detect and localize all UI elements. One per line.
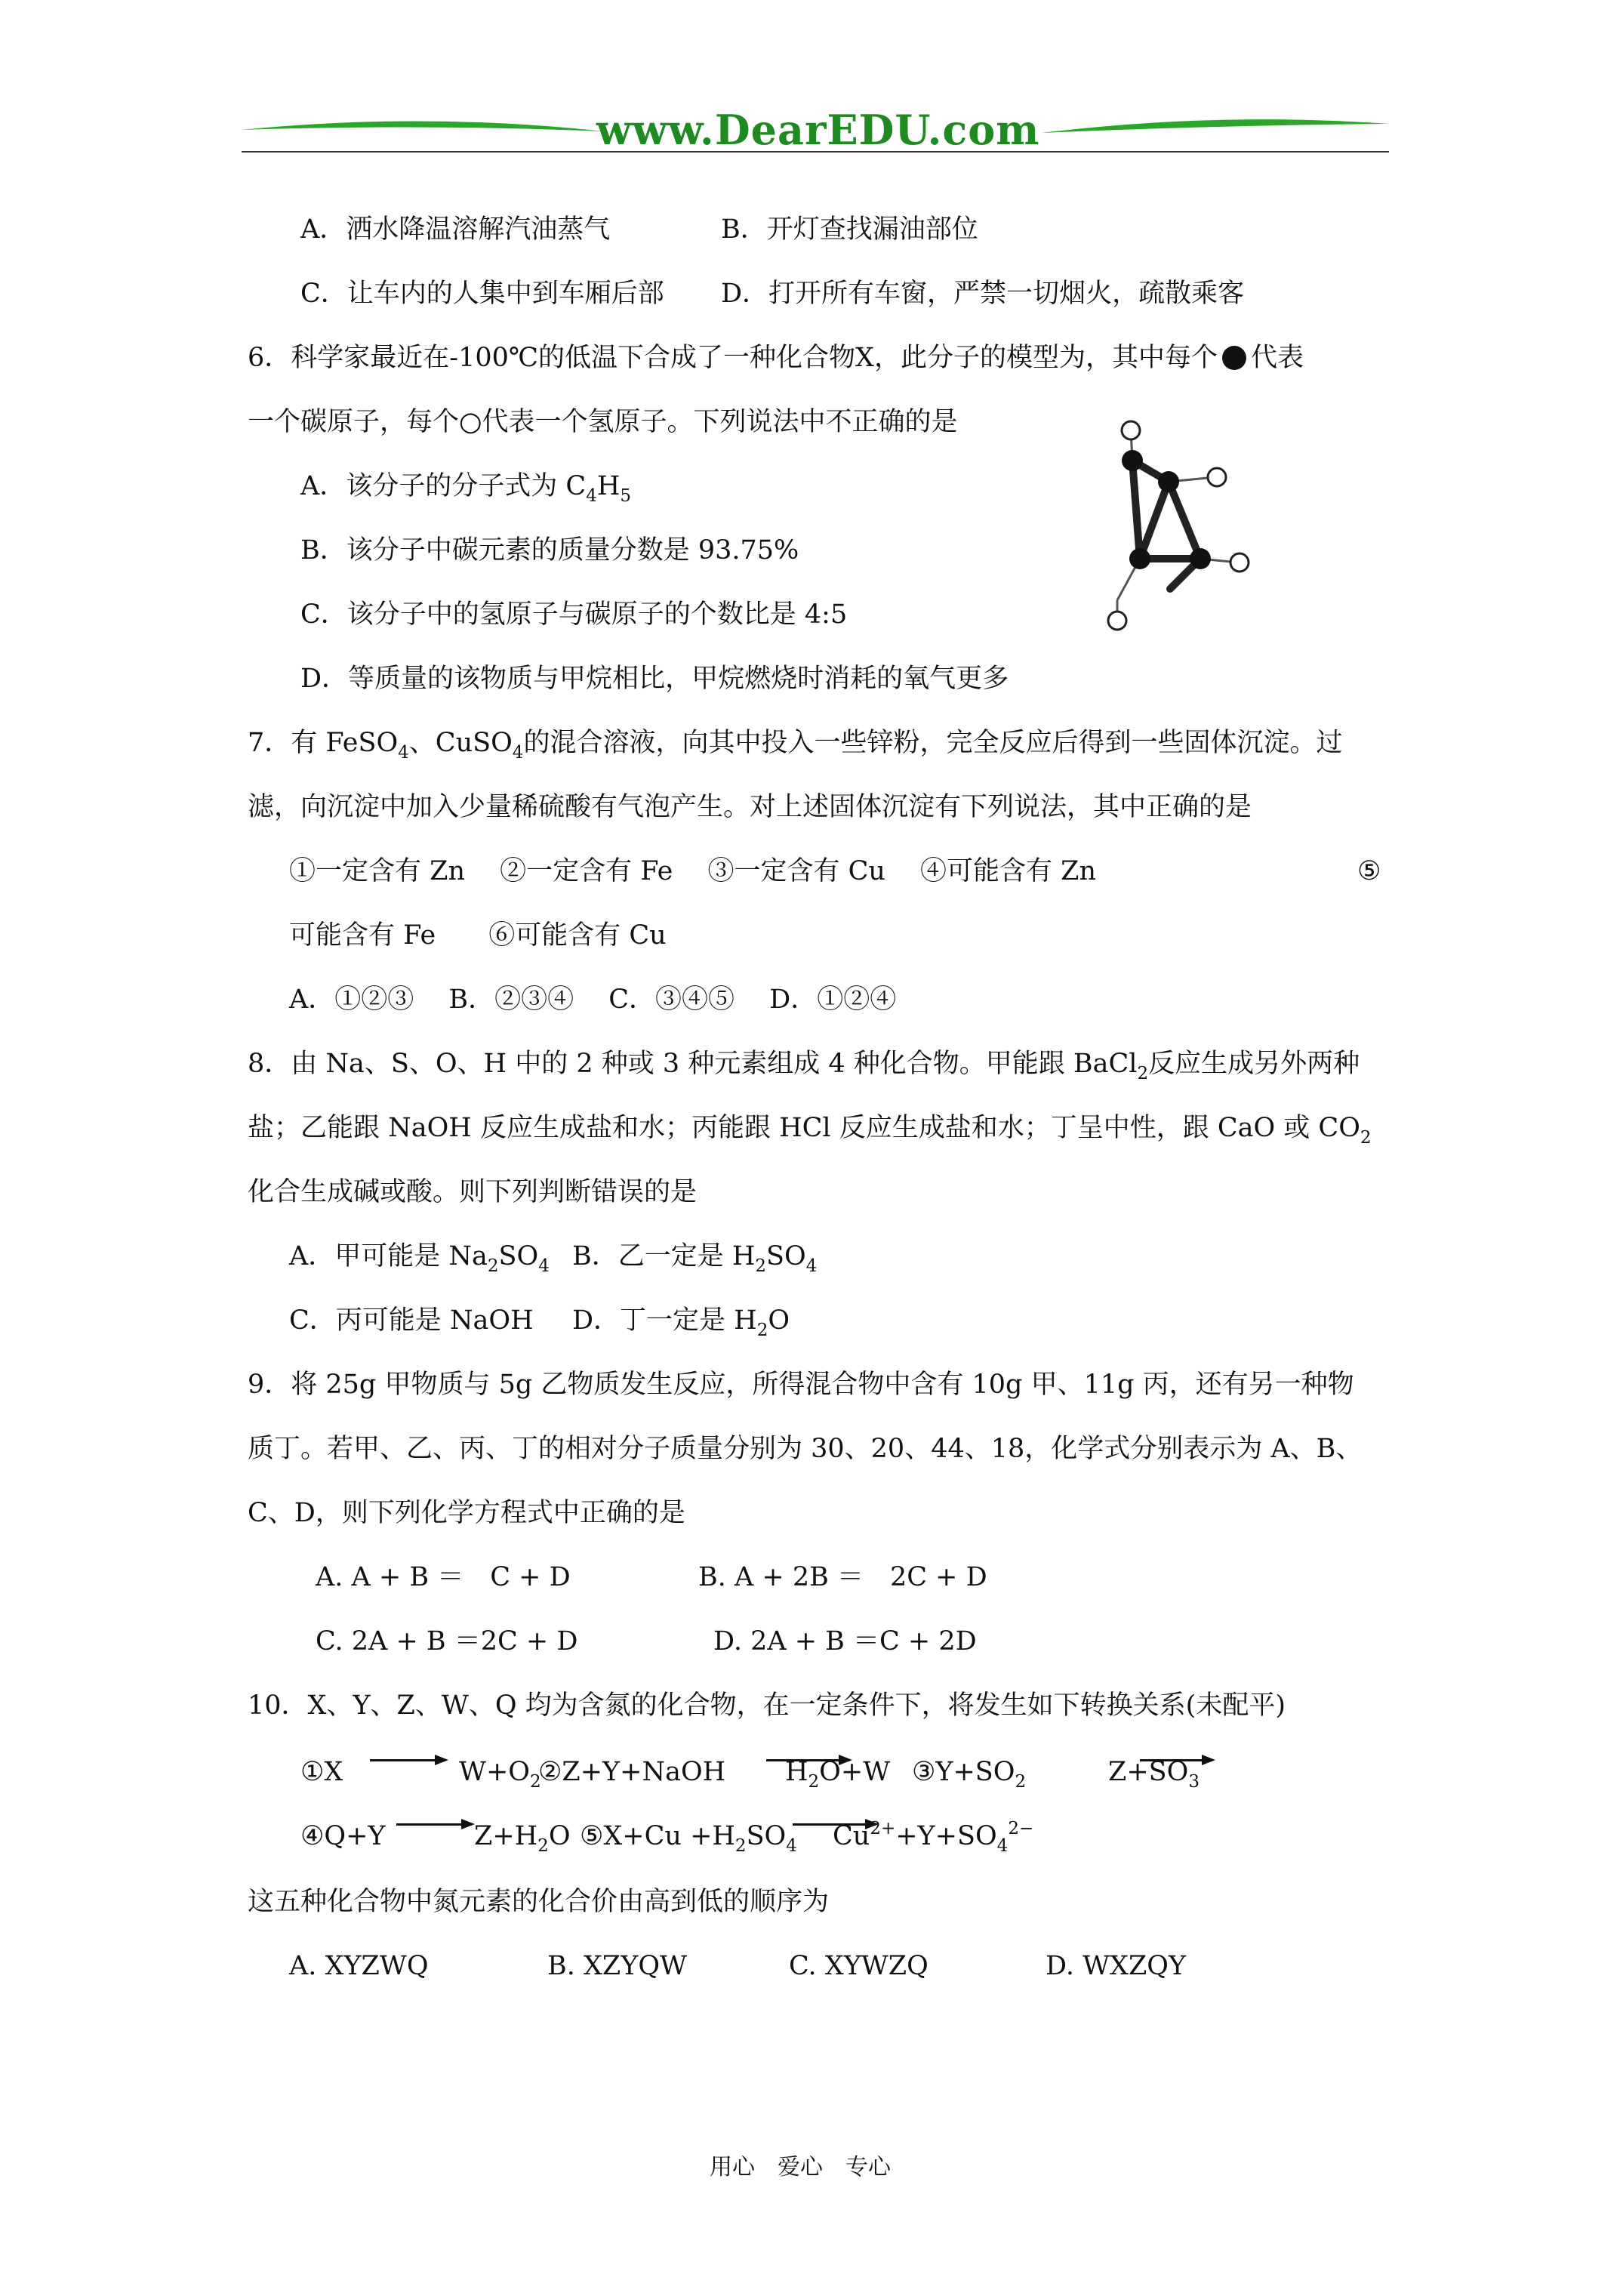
q5-option-c: C．让车内的人集中到车厢后部 (300, 279, 664, 309)
q10-reaction-5-left: ⑤X+Cu $+H_2SO_4$ (580, 1821, 797, 1856)
q8-stem-line3: 化合生成碱或酸。则下列判断错误的是 (248, 1177, 698, 1207)
q7-stem-line1: 7．有 FeSO$_4$、CuSO$_4$的混合溶液，向其中投入一些锌粉，完全反应后得到一些固体沉淀。过 (248, 728, 1343, 763)
site-name[interactable]: www.DearEDU.com (596, 106, 1040, 154)
q10-option-d: D. WXZQY (1046, 1951, 1187, 1981)
q6-option-a: A．该分子的分子式为 $C_4H_5$ (300, 471, 631, 506)
q7-options: A．①②③ B．②③④ C．③④⑤ D．①②④ (289, 985, 897, 1015)
q6-option-d: D．等质量的该物质与甲烷相比，甲烷燃烧时消耗的氧气更多 (300, 664, 1009, 694)
q10-reaction-2-right: $H_2O+W$ (785, 1757, 891, 1792)
q10-reaction-4-right: $Z+H_2O$ (474, 1821, 571, 1856)
q8-option-a: A．甲可能是 $Na_2SO_4$ (289, 1241, 550, 1276)
q10-reaction-1-left: ①X (300, 1757, 343, 1787)
page-footer: 用心 爱心 专心 (710, 2154, 891, 2180)
q6-option-c: C．该分子中的氢原子与碳原子的个数比是 4:5 (300, 599, 848, 630)
q10-option-c: C. XYWZQ (789, 1951, 929, 1981)
q9-stem-line2: 质丁。若甲、乙、丙、丁的相对分子质量分别为 30、20、44、18，化学式分别表示为 A、B、 (248, 1434, 1363, 1464)
q8-option-b: B．乙一定是 $H_2SO_4$ (572, 1241, 818, 1276)
q8-stem-line1: 8．由 Na、S、O、H 中的 2 种或 3 种元素组成 4 种化合物。甲能跟 BaCl$_2$反应生成另外两种 (248, 1049, 1360, 1083)
q5-option-a: A．洒水降温溶解汽油蒸气 (300, 214, 611, 245)
q8-stem-line2: 盐；乙能跟 NaOH 反应生成盐和水；丙能跟 HCl 反应生成盐和水；丁呈中性，跟 CaO 或 $CO_2$ (248, 1113, 1372, 1148)
q9-stem-line3: C、D，则下列化学方程式中正确的是 (248, 1498, 685, 1528)
q10-option-a: A. XYZWQ (289, 1951, 429, 1981)
q9-option-a: A. A + B ＝ C + D (316, 1562, 571, 1592)
q7-statement-5-marker: ⑤ (1357, 856, 1381, 886)
filled-circle-icon (1222, 346, 1246, 370)
green-swoosh-right (1042, 113, 1389, 143)
q9-option-c: C. 2A + B ＝2C + D (316, 1626, 578, 1657)
q5-option-b: B．开灯查找漏油部位 (721, 214, 978, 245)
q10-reaction-4-left: ④Q+Y (300, 1821, 386, 1851)
q10-reaction-3-left: $③Y+SO_2$ (912, 1757, 1027, 1792)
q8-option-d: D．丁一定是 $H_2O$ (572, 1305, 790, 1340)
reaction-arrow-icon (1140, 1759, 1212, 1761)
q10-reaction-5-right: $Cu^{2+}+Y+SO_4^{2-}$ (833, 1819, 1034, 1856)
q9-option-b: B. A + 2B ＝ 2C + D (698, 1562, 987, 1592)
header-rule (242, 151, 1389, 153)
q6-option-b: B．该分子中碳元素的质量分数是 93.75% (300, 535, 799, 566)
q6-stem-line2: 一个碳原子，每个○代表一个氢原子。下列说法中不正确的是 (248, 407, 958, 437)
molecule-model-image (1087, 408, 1291, 642)
q10-reaction-3-right: $Z+SO_3$ (1108, 1757, 1200, 1792)
q10-reaction-2-left: ②Z+Y+NaOH (538, 1757, 726, 1787)
q10-stem-final: 这五种化合物中氮元素的化合价由高到低的顺序为 (248, 1887, 830, 1917)
q7-statements-line1: ①一定含有 Zn ②一定含有 Fe ③一定含有 Cu ④可能含有 Zn (289, 856, 1097, 886)
q5-option-d: D．打开所有车窗，严禁一切烟火，疏散乘客 (721, 279, 1245, 309)
q9-stem-line1: 9．将 25g 甲物质与 5g 乙物质发生反应，所得混合物中含有 10g 甲、11g 丙，还有另一种物 (248, 1370, 1354, 1400)
q6-stem-line1: 6．科学家最近在-100℃的低温下合成了一种化合物X，此分子的模型为，其中每个 代表 (248, 343, 1304, 373)
q10-option-b: B. XZYQW (547, 1951, 687, 1981)
q7-statements-line2: 可能含有 Fe ⑥可能含有 Cu (289, 920, 667, 951)
q7-stem-line2: 滤，向沉淀中加入少量稀硫酸有气泡产生。对上述固体沉淀有下列说法，其中正确的是 (248, 792, 1252, 822)
q10-reaction-1-right: $W+O_2$ (459, 1757, 541, 1792)
q8-option-c: C．丙可能是 NaOH (289, 1305, 534, 1336)
reaction-arrow-icon (396, 1823, 472, 1826)
green-swoosh-left (242, 113, 604, 143)
reaction-arrow-icon (370, 1759, 445, 1761)
q9-option-d: D. 2A + B ＝C + 2D (713, 1626, 977, 1657)
q10-stem-line1: 10．X、Y、Z、W、Q 均为含氮的化合物，在一定条件下，将发生如下转换关系(未配平) (248, 1690, 1286, 1721)
